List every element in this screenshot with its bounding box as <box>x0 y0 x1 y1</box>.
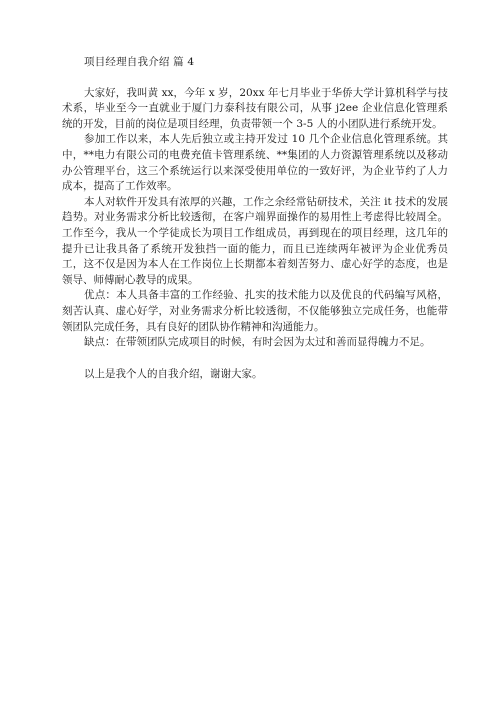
document-body <box>62 55 448 382</box>
paragraph-strengths: 优点：本人具备丰富的工作经验、扎实的技术能力以及优良的代码编写风格，刻苦认真、虚心好学，对业务需求分析比较透彻，不仅能够独立完成任务，也能带领团队完成任务，具有良好的团队协作精神和沟通能力。 <box>62 289 448 333</box>
document-title: 项目经理自我介绍 篇 4 <box>84 56 195 68</box>
paragraph-intro: 大家好，我叫黄 xx，今年 x 岁，20xx 年七月毕业于华侨大学计算机科学与技术系，毕业至今一直就业于厦门力泰科技有限公司，从事 j2ee 企业信息化管理系统的开发，目前的岗位是项目经理，负责带领一个 3-5 人的小团队进行系统开发。 <box>62 86 448 130</box>
paragraph-experience: 参加工作以来，本人先后独立或主持开发过 10 几个企业信息化管理系统。其中，**电力有限公司的电费充值卡管理系统、**集团的人力资源管理系统以及移动办公管理平台，这三个系统运行以来深受使用单位的一致好评，为企业节约了人力成本，提高了工作效率。 <box>62 133 448 193</box>
paragraph-interests: 本人对软件开发具有浓厚的兴趣，工作之余经常钻研技术，关注 it 技术的发展趋势。对业务需求分析比较透彻，在客户端界面操作的易用性上考虑得比较周全。工作至今，我从一个学徒成长为项目工作组成员，再到现在的项目经理，这几年的提升已让我具备了系统开发独挡一面的能力，而且已连续两年被评为企业优秀员工，这不仅是因为本人在工作岗位上长期都本着刻苦努力、虚心好学的态度，也是领导、师傅耐心教导的成果。 <box>62 195 448 286</box>
paragraph-weaknesses: 缺点：在带领团队完成项目的时候，有时会因为太过和善而显得魄力不足。 <box>84 336 431 349</box>
closing-line: 以上是我个人的自我介绍，谢谢大家。 <box>84 367 263 380</box>
